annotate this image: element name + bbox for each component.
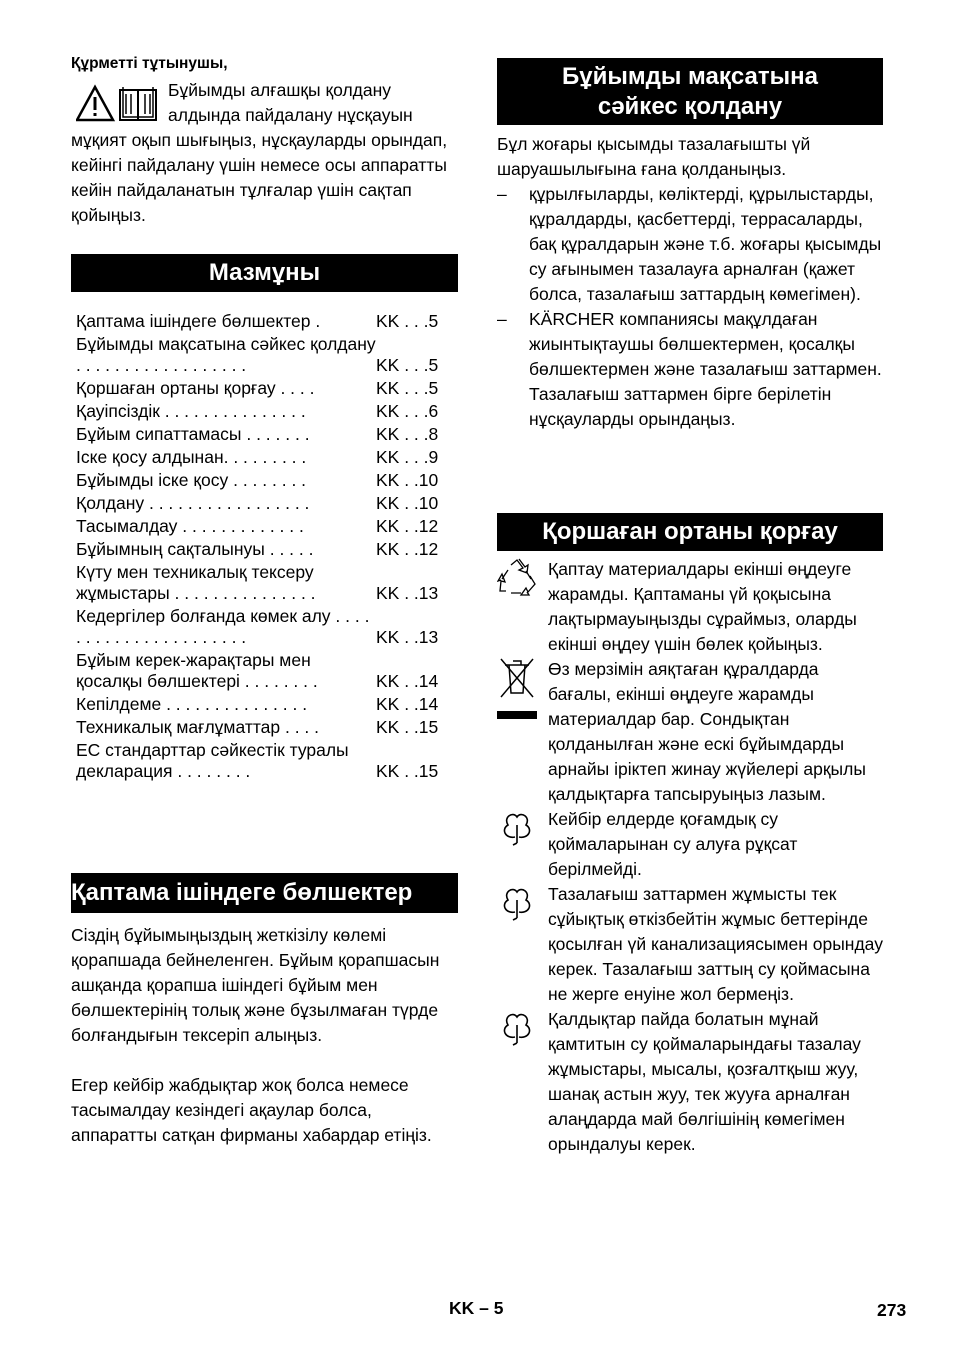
toc-row — [71, 717, 458, 738]
greeting-line2: алдында пайдалану нұсқауын — [168, 105, 413, 125]
environment-heading — [497, 513, 883, 551]
toc-entry-page: KK . .10 — [376, 470, 439, 490]
list-dash: – — [497, 184, 507, 204]
environment-leaf-icon — [497, 807, 537, 847]
toc-entry-title: Техникалық мағлұматтар . . . . — [76, 717, 320, 737]
environment-leaf-icon — [497, 882, 537, 922]
list-item-text: құрылғыларды, көліктерді, құрылыстарды, құралдарды, қасбеттерді, террасаларды, бақ құралдарын және т.б. жоғары қысымды су ағынымен тазалауға арналған (қажет болса, тазалағыш заттардың көмегімен). — [529, 184, 882, 304]
toc-row — [71, 401, 458, 422]
toc-entry-title: Кепілдеме . . . . . . . . . . . . . . . — [76, 694, 308, 714]
toc-entry-page: KK . . .5 — [376, 378, 439, 398]
toc-entry-title: Кедергілер болғанда көмек алу . . . . . . . . . . . . . . . . . . . . . . — [76, 606, 370, 647]
package-heading-text: Қаптама ішіндеге бөлшектер — [71, 879, 413, 906]
environment-item — [497, 1007, 883, 1157]
environment-item-text: Кейбір елдерде қоғамдық су қоймаларынан су алуға рұқсат берілмейді. — [548, 809, 798, 879]
toc-entry-page: KK . .10 — [376, 493, 439, 513]
toc-entry-title: Бұйымды мақсатына сәйкес қолдану . . . . . . . . . . . . . . . . . . — [76, 334, 376, 375]
package-heading — [71, 873, 458, 913]
package-para-1: Сіздің бұйымыңыздың жеткізілу көлемі қорапшада бейнеленген. Бұйым қорапшасын ашқанда қорапша ішіндегі бұйым мен бөлшектерінің толық және бұзылмаған түрде болғандығын тексеріп алыңыз. — [71, 925, 440, 1045]
greeting-body: мұқият оқып шығыңыз, нұсқауларды орындап, кейінгі пайдалану үшін немесе осы аппаратты кейін пайдаланатын тұлғалар үшін сақтап қойыңыз. — [71, 130, 448, 225]
toc-entry-title: Күту мен техникалық тексеру жұмыстары . . . . . . . . . . . . . . . — [76, 562, 316, 603]
environment-item-text: Қалдықтар пайда болатын мұнай қамтитын су қоймаларындағы тазалау жұмыстары, мысалы, қозғалтқыш жуу, шанақ астын жуу, тек жууға арналған алаңдарда май бөлгішінің көмегімен орындалуы керек. — [548, 1009, 861, 1154]
toc-entry-page: KK . .14 — [376, 694, 439, 714]
environment-heading-text: Қоршаған ортаны қорғау — [542, 518, 838, 545]
warning-read-manual-icon — [76, 84, 162, 124]
toc-entry-page: KK . .12 — [376, 516, 439, 536]
list-dash: – — [497, 309, 507, 329]
toc-entry-page: KK . . .9 — [376, 447, 439, 467]
toc-entry-page: KK . .14 — [376, 671, 439, 691]
toc-entry-title: Қаптама ішіндеге бөлшектер . — [76, 311, 321, 331]
toc-row — [71, 378, 458, 399]
environment-leaf-icon — [497, 1007, 537, 1047]
toc-entry-page: KK . . .5 — [376, 355, 439, 375]
environment-item — [497, 557, 883, 657]
toc-entry-page: KK . .13 — [376, 583, 439, 603]
environment-item-text: Қаптау материалдары екінші өңдеуге жарамды. Қаптаманы үй қоқысына лақтырмауыңызды сұраймыз, оларды екінші өңдеу үшін бөлек қойыңыз. — [548, 559, 857, 654]
intended-use-heading-line1: Бұйымды мақсатына — [562, 63, 818, 90]
toc-entry-title: Қауіпсіздік . . . . . . . . . . . . . . . — [76, 401, 306, 421]
environment-item-text: Тазалағыш заттармен жұмысты тек сұйықтық өткізбейтін жұмыс беттерінде қосылған үй канализациясымен орындау керек. Тазалағыш заттың су қоймасына не жерге енуіне жол бермеңіз. — [548, 884, 883, 1004]
toc-row — [71, 562, 458, 604]
environment-item — [497, 882, 883, 1007]
toc-entry-title: Бұйым керек-жарақтары мен қосалқы бөлшектері . . . . . . . . — [76, 650, 318, 691]
toc-entry-page: KK . . .5 — [376, 311, 439, 331]
page-number: 273 — [877, 1300, 907, 1320]
environment-list — [497, 557, 883, 1157]
toc-entry-page: KK . . .6 — [376, 401, 439, 421]
intended-use-list — [497, 182, 883, 432]
footer-section: KK – 5 — [449, 1298, 504, 1318]
toc-row — [71, 447, 458, 468]
toc-row — [71, 516, 458, 537]
environment-item — [497, 807, 883, 882]
toc-row — [71, 334, 458, 376]
toc-entry-page: KK . .13 — [376, 627, 439, 647]
toc-entry-page: KK . .15 — [376, 761, 439, 781]
environment-item — [497, 657, 883, 807]
toc-row — [71, 311, 458, 332]
toc-entry-title: ЕС стандарттар сәйкестік туралы декларация . . . . . . . . — [76, 740, 349, 781]
warning-icons — [76, 84, 162, 124]
greeting-line1: Бұйымды алғашқы қолдану — [168, 80, 392, 100]
environment-item-text: Өз мерзімін аяқтаған құралдарда бағалы, екінші өңдеуге жарамды материалдар бар. Сондықтан қолданылған және ескі бұйымдарды арнайы іріктеп жинау жүйелері арқылы қалдықтарға тапсыруыңыз лазым. — [548, 659, 866, 804]
toc-entry-title: Бұйымды іске қосу . . . . . . . . — [76, 470, 307, 490]
toc-entry-page: KK . .12 — [376, 539, 439, 559]
intended-use-heading — [497, 58, 883, 125]
greeting-title: Құрметті тұтынушы, — [71, 55, 228, 72]
toc-heading — [71, 254, 458, 292]
toc-row — [71, 650, 458, 692]
toc-entry-title: Тасымалдау . . . . . . . . . . . . . — [76, 516, 304, 536]
toc-entry-title: Қолдану . . . . . . . . . . . . . . . . . — [76, 493, 310, 513]
toc-row — [71, 470, 458, 491]
intended-use-heading-line2: сәйкес қолдану — [597, 93, 783, 120]
list-item-text: KÄRCHER компаниясы мақұлдаған жиынтықтаушы бөлшектермен, қосалқы бөлшектермен және тазалағыш заттармен. Тазалағыш заттармен бірге берілетін нұсқауларды орындаңыз. — [529, 309, 882, 429]
toc-entry-title: Бұйымның сақталынуы . . . . . — [76, 539, 314, 559]
toc-row — [71, 493, 458, 514]
toc-row — [71, 606, 458, 648]
toc-row — [71, 740, 458, 782]
intended-use-intro: Бұл жоғары қысымды тазалағышты үй шаруашылығына ғана қолданыңыз. — [497, 134, 811, 179]
toc-row — [71, 694, 458, 715]
list-item — [497, 307, 883, 432]
toc-entry-page: KK . .15 — [376, 717, 439, 737]
toc-entry-page: KK . . .8 — [376, 424, 439, 444]
toc-entry-title: Қоршаған ортаны қорғау . . . . — [76, 378, 315, 398]
table-of-contents — [71, 311, 458, 784]
list-item — [497, 182, 883, 307]
toc-row — [71, 539, 458, 560]
recycle-icon — [497, 557, 537, 597]
crossed-bin-icon — [497, 657, 537, 721]
toc-entry-title: Іске қосу алдынан. . . . . . . . . — [76, 447, 307, 467]
toc-row — [71, 424, 458, 445]
toc-heading-text: Мазмұны — [208, 259, 321, 286]
package-para-2: Егер кейбір жабдықтар жоқ болса немесе тасымалдау кезіндегі ақаулар болса, аппаратты сатқан фирманы хабардар етіңіз. — [71, 1075, 432, 1145]
toc-entry-title: Бұйым сипаттамасы . . . . . . . — [76, 424, 310, 444]
